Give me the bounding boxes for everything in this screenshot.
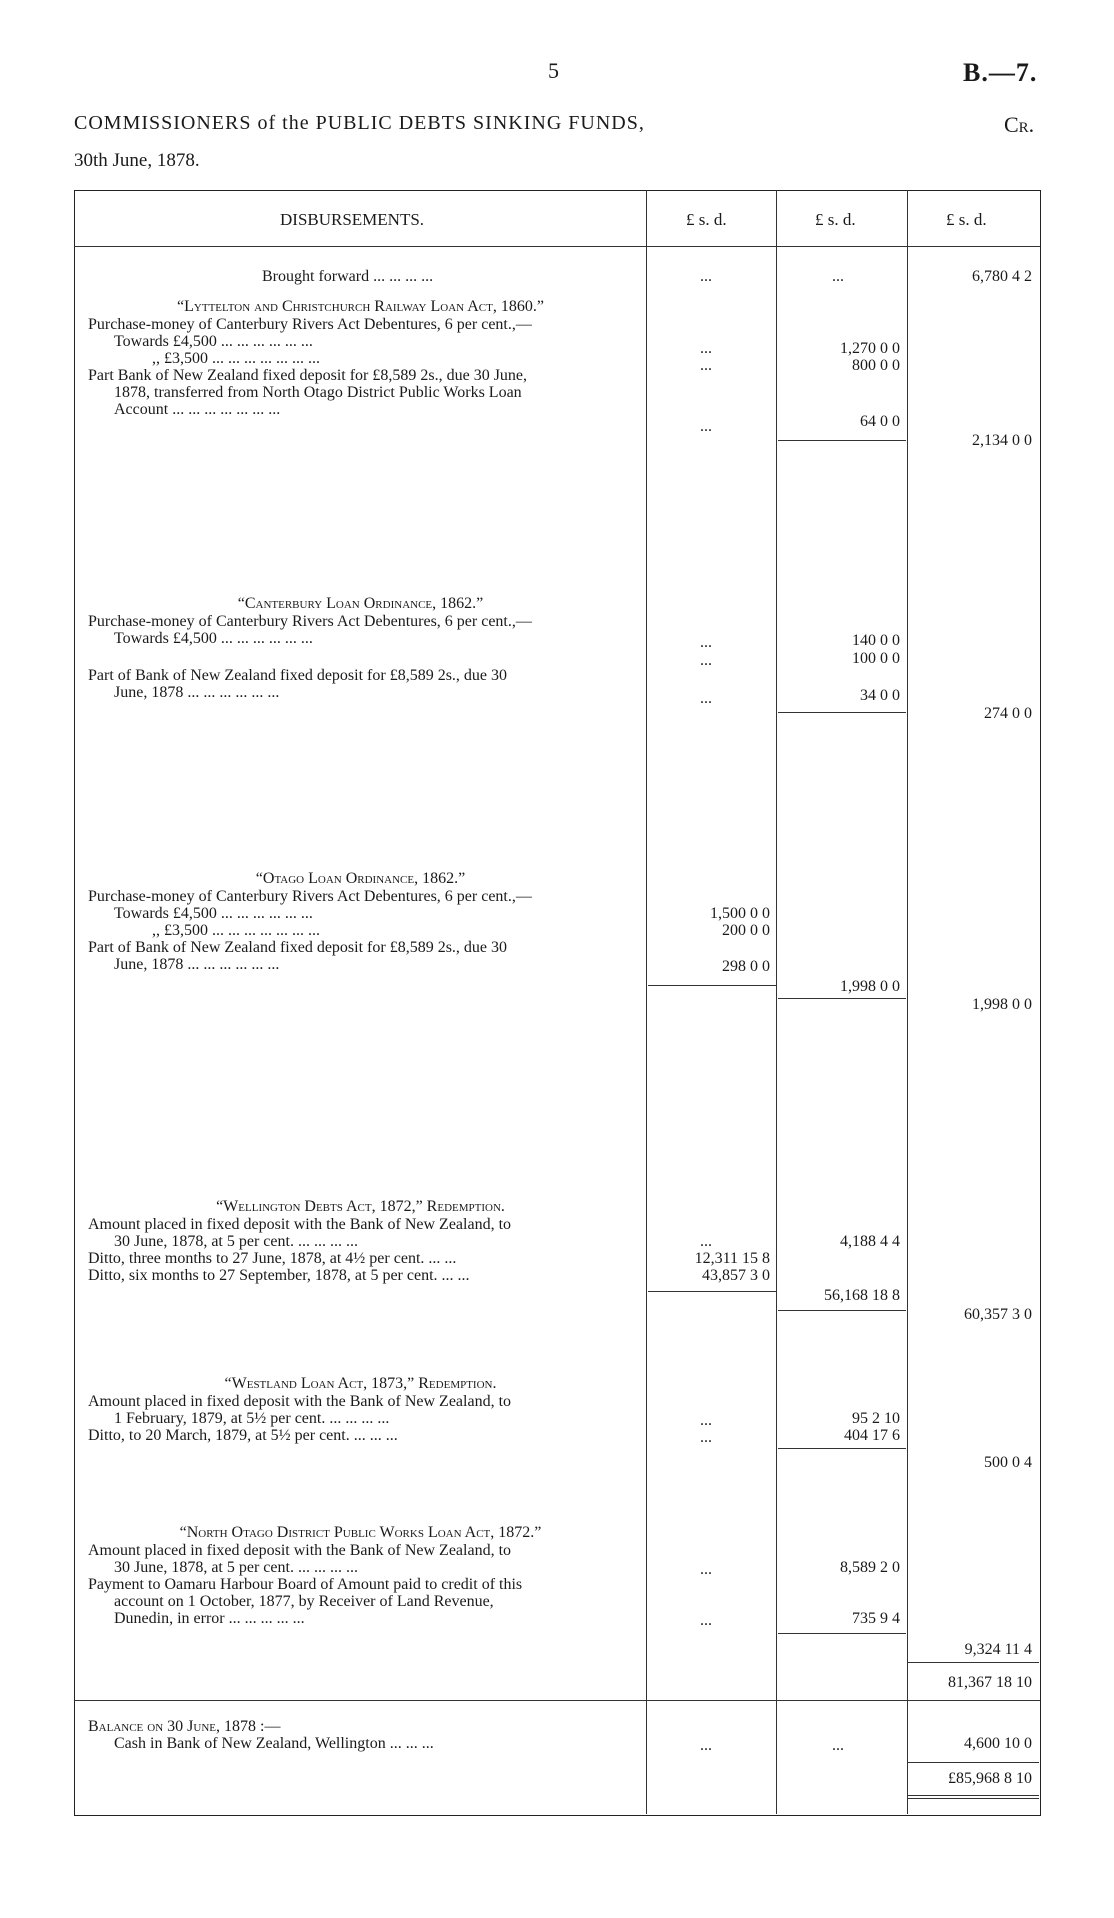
balance-line: Cash in Bank of New Zealand, Wellington ... ... ... [114, 1735, 434, 1752]
money-cell: ... [700, 1561, 712, 1578]
entry-line: June, 1878 ... ... ... ... ... ... [114, 956, 280, 973]
page-number: 5 [548, 58, 559, 83]
section-title: “Lyttelton and Christchurch Railway Loan Act, 1860.” [177, 298, 544, 315]
entry-line: account on 1 October, 1877, by Receiver of Land Revenue, [114, 1593, 494, 1610]
money-cell: 140 0 0 [852, 632, 900, 649]
section-total: 274 0 0 [984, 705, 1032, 722]
money-cell: ... [700, 1429, 712, 1446]
document-date: 30th June, 1878. [74, 150, 200, 171]
entry-line: Part of Bank of New Zealand fixed deposit for £8,589 2s., due 30 [88, 939, 508, 956]
money-cell: 4,188 4 4 [840, 1233, 900, 1250]
section-total: 2,134 0 0 [972, 432, 1032, 449]
entry-line: Payment to Oamaru Harbour Board of Amount paid to credit of this [88, 1576, 523, 1593]
entry-line: Part of Bank of New Zealand fixed deposit for £8,589 2s., due 30 [88, 667, 508, 684]
entry-line: 1 February, 1879, at 5½ per cent. ... ... ... ... [114, 1410, 390, 1427]
section-title: “North Otago District Public Works Loan Act, 1872.” [179, 1524, 542, 1541]
running-subtotal: 81,367 18 10 [948, 1674, 1032, 1691]
money-cell: 404 17 6 [844, 1427, 900, 1444]
side-label: Cr. [1004, 112, 1035, 137]
column-divider [907, 190, 908, 1814]
money-cell: ... [700, 1612, 712, 1629]
balance-rule [74, 1700, 1040, 1701]
subtotal-rule [778, 1633, 906, 1634]
section-total: 1,998 0 0 [972, 996, 1032, 1013]
entry-line: Account ... ... ... ... ... ... ... [114, 401, 281, 418]
column-divider [646, 190, 647, 1814]
subtotal-rule [778, 712, 906, 713]
balance-amount: 4,600 10 0 [964, 1735, 1032, 1752]
column-header-money-3: £ s. d. [946, 210, 987, 229]
entry-line: Purchase-money of Canterbury Rivers Act Debentures, 6 per cent.,— [88, 888, 532, 905]
section-title: “Wellington Debts Act, 1872,” Redemption. [216, 1198, 505, 1215]
column-header-money-2: £ s. d. [815, 210, 856, 229]
entry-line: Amount placed in fixed deposit with the Bank of New Zealand, to [88, 1216, 512, 1233]
money-cell: 34 0 0 [860, 687, 900, 704]
entry-line: ,, £3,500 ... ... ... ... ... ... ... [152, 922, 320, 939]
entry-line: Ditto, six months to 27 September, 1878, at 5 per cent. ... ... [88, 1267, 470, 1284]
entry-line: ,, £3,500 ... ... ... ... ... ... ... [152, 350, 320, 367]
money-cell: 800 0 0 [852, 357, 900, 374]
money-cell: ... [700, 357, 712, 374]
section-total: 60,357 3 0 [964, 1306, 1032, 1323]
money-cell: 56,168 18 8 [824, 1287, 900, 1304]
column-header-description: DISBURSEMENTS. [280, 210, 425, 229]
money-cell: 200 0 0 [722, 922, 770, 939]
money-cell: ... [700, 634, 712, 651]
grand-total: £85,968 8 10 [948, 1770, 1032, 1787]
subtotal-rule [908, 1662, 1039, 1663]
entry-line: 30 June, 1878, at 5 per cent. ... ... ... ... [114, 1233, 358, 1250]
entry-line: Towards £4,500 ... ... ... ... ... ... [114, 905, 313, 922]
entry-line: Part Bank of New Zealand fixed deposit for £8,589 2s., due 30 June, [88, 367, 528, 384]
subtotal-rule [648, 1291, 776, 1292]
subtotal-rule [648, 985, 776, 986]
money-cell: 1,500 0 0 [710, 905, 770, 922]
column-divider [776, 190, 777, 1814]
entry-line: June, 1878 ... ... ... ... ... ... [114, 684, 280, 701]
money-cell: ... [700, 652, 712, 669]
money-cell: ... [700, 1412, 712, 1429]
money-cell: 43,857 3 0 [702, 1267, 770, 1284]
money-cell: 735 9 4 [852, 1610, 900, 1627]
section-title: “Otago Loan Ordinance, 1862.” [255, 870, 466, 887]
column-header-money-1: £ s. d. [686, 210, 727, 229]
entry-line: Ditto, three months to 27 June, 1878, at 4½ per cent. ... ... [88, 1250, 457, 1267]
header-rule [74, 246, 1040, 247]
document-code: B.—7. [963, 58, 1038, 87]
entry-line: 30 June, 1878, at 5 per cent. ... ... ... ... [114, 1559, 358, 1576]
money-cell: ... [832, 268, 844, 285]
money-cell: 8,589 2 0 [840, 1559, 900, 1576]
entry-line: Towards £4,500 ... ... ... ... ... ... [114, 333, 313, 350]
money-cell: 12,311 15 8 [694, 1250, 770, 1267]
money-cell: ... [700, 418, 712, 435]
subtotal-rule [778, 1310, 906, 1311]
entry-line: Purchase-money of Canterbury Rivers Act Debentures, 6 per cent.,— [88, 316, 532, 333]
money-cell: 1,998 0 0 [840, 978, 900, 995]
section-total: 500 0 4 [984, 1454, 1032, 1471]
money-cell: 95 2 10 [852, 1410, 900, 1427]
entry-line: Amount placed in fixed deposit with the Bank of New Zealand, to [88, 1542, 512, 1559]
entry-line: Dunedin, in error ... ... ... ... ... [114, 1610, 305, 1627]
money-cell: ... [700, 1737, 712, 1754]
section-title: “Canterbury Loan Ordinance, 1862.” [237, 595, 484, 612]
subtotal-rule [778, 998, 906, 999]
total-rule [908, 1795, 1039, 1796]
entry-line: 1878, transferred from North Otago District Public Works Loan [114, 384, 522, 401]
entry-line: Ditto, to 20 March, 1879, at 5½ per cent. ... ... ... [88, 1427, 398, 1444]
money-cell: ... [832, 1737, 844, 1754]
money-cell: ... [700, 268, 712, 285]
money-cell: ... [700, 690, 712, 707]
money-cell: 1,270 0 0 [840, 340, 900, 357]
brought-forward-label: Brought forward ... ... ... ... [262, 268, 434, 285]
entry-line: Towards £4,500 ... ... ... ... ... ... [114, 630, 313, 647]
entry-line: Amount placed in fixed deposit with the Bank of New Zealand, to [88, 1393, 512, 1410]
money-cell: 6,780 4 2 [972, 268, 1032, 285]
entry-line: Purchase-money of Canterbury Rivers Act Debentures, 6 per cent.,— [88, 613, 532, 630]
subtotal-rule [778, 1448, 906, 1449]
money-cell: ... [700, 340, 712, 357]
section-title: “Westland Loan Act, 1873,” Redemption. [224, 1375, 497, 1392]
money-cell: ... [700, 1233, 712, 1250]
section-total: 9,324 11 4 [964, 1641, 1032, 1658]
subtotal-rule [778, 440, 906, 441]
total-rule [908, 1798, 1039, 1799]
document-title: COMMISSIONERS of the PUBLIC DEBTS SINKING FUNDS, [74, 112, 645, 134]
balance-title: Balance on 30 June, 1878 :— [88, 1718, 281, 1735]
money-cell: 100 0 0 [852, 650, 900, 667]
money-cell: 298 0 0 [722, 958, 770, 975]
money-cell: 64 0 0 [860, 413, 900, 430]
total-rule [908, 1762, 1039, 1763]
